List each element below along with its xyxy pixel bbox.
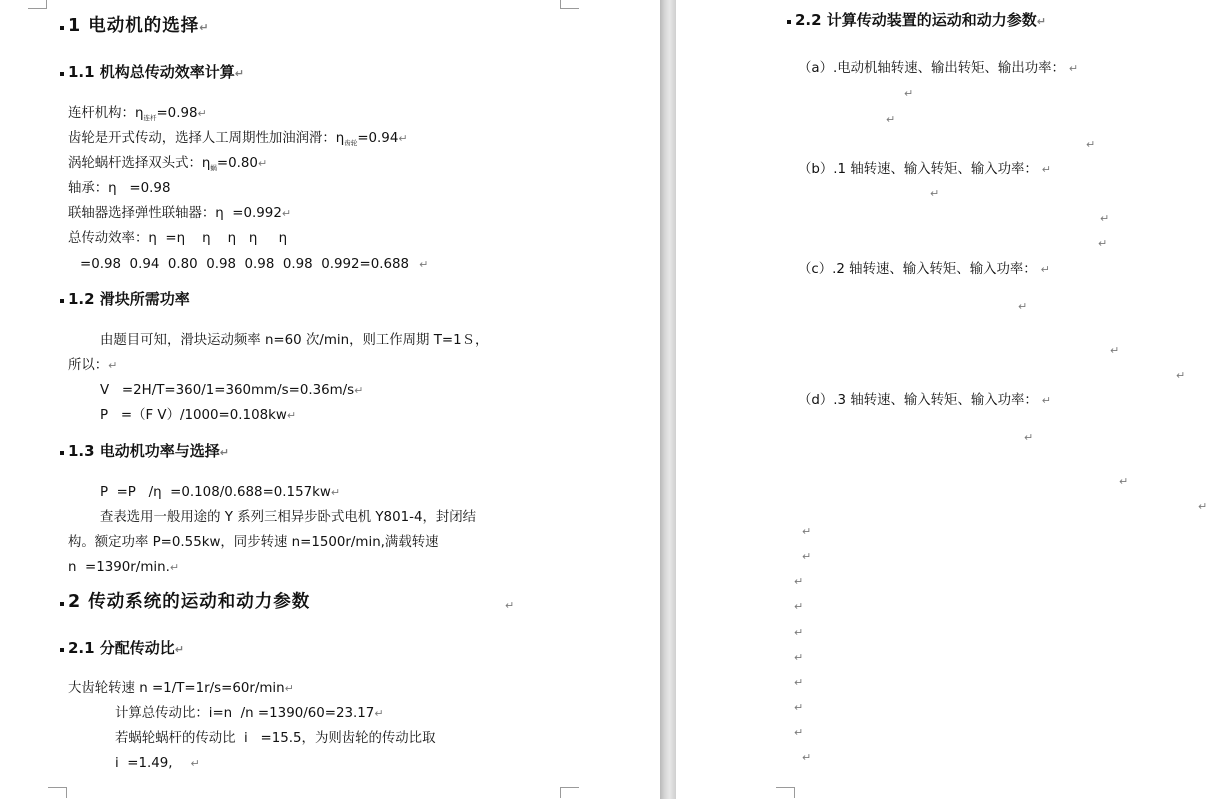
paragraph-mark: ↵ [794,726,804,739]
text-motor-line3: n =1390r/min.↵ [68,560,180,575]
text-motor-shaft: （a）.电动机轴转速、输出转矩、输出功率： ↵ [798,61,1079,76]
crop-mark [560,787,579,798]
heading-1-3: 1.3 电动机功率与选择↵ [68,442,230,460]
text-velocity: V =2H/T=360/1=360mm/s=0.36m/s↵ [100,383,364,398]
heading-bullet [60,26,64,30]
heading-bullet [60,72,64,76]
text-ratio-line4: i =1.49, ↵ [115,756,200,771]
text-ratio-line1: 大齿轮转速 n =1/T=1r/s=60r/min↵ [68,681,294,696]
paragraph-mark: ↵ [886,113,896,126]
paragraph-mark: ↵ [169,561,180,574]
paragraph-mark: ↵ [284,682,294,695]
paragraph-mark: ↵ [286,409,297,422]
text-slider-line1: 由题目可知，滑块运动频率 n=60 次/min，则工作周期 T=1Ｓ， [100,333,489,348]
paragraph-mark: ↵ [1110,344,1120,357]
text-shaft-1: （b）.1 轴转速、输入转矩、输入功率： ↵ [798,162,1051,177]
paragraph-mark: ↵ [257,157,268,170]
text-total-efficiency-calc: =0.98 0.94 0.80 0.98 0.98 0.98 0.992=0.688 ↵ [80,257,429,272]
paragraph-mark: ↵ [802,550,812,563]
paragraph-mark: ↵ [794,701,804,714]
paragraph-mark: ↵ [1119,475,1129,488]
crop-mark [776,787,795,798]
paragraph-mark: ↵ [1036,15,1047,28]
text-motor-line1: 查表选用一般用途的 Y 系列三相异步卧式电机 Y801-4，封闭结 [100,510,477,525]
text-slider-line2: 所以：↵ [68,358,118,373]
paragraph-mark: ↵ [374,707,384,720]
paragraph-mark: ↵ [1041,394,1051,407]
paragraph-mark: ↵ [354,384,364,397]
paragraph-mark: ↵ [794,676,804,689]
paragraph-mark: ↵ [190,757,200,770]
paragraph-mark: ↵ [794,600,804,613]
text-coupling-efficiency: 联轴器选择弹性联轴器：η =0.992↵ [68,206,292,221]
paragraph-mark: ↵ [199,21,210,34]
heading-bullet [60,648,64,652]
page-gutter [660,0,676,799]
heading-2-2: 2.2 计算传动装置的运动和动力参数↵ [795,11,1047,29]
paragraph-mark: ↵ [1041,163,1051,176]
heading-1-1: 1.1 机构总传动效率计算↵ [68,63,245,81]
paragraph-mark: ↵ [219,446,230,459]
paragraph-mark: ↵ [419,258,429,271]
heading-bullet [60,299,64,303]
heading-bullet [60,451,64,455]
paragraph-mark: ↵ [794,626,804,639]
paragraph-mark: ↵ [197,107,207,120]
paragraph-mark: ↵ [930,187,940,200]
paragraph-mark: ↵ [505,599,515,612]
paragraph-mark: ↵ [1100,212,1110,225]
paragraph-mark: ↵ [794,651,804,664]
text-motor-power: P =P /η =0.108/0.688=0.157kw↵ [100,485,341,500]
paragraph-mark: ↵ [398,132,408,145]
text-bearing-efficiency: 轴承：η =0.98 [68,181,171,196]
paragraph-mark: ↵ [802,751,812,764]
text-worm-efficiency: 涡轮蜗杆选择双头式：$\eta_蜗=0.80↵$ [68,156,268,172]
text-shaft-3: （d）.3 轴转速、输入转矩、输入功率： ↵ [798,393,1051,408]
paragraph-mark: ↵ [904,87,914,100]
heading-1-2: 1.2 滑块所需功率 [68,290,190,308]
paragraph-mark: ↵ [281,207,292,220]
text-gear-efficiency: 齿轮是开式传动，选择人工周期性加油润滑：$\eta_{齿轮}=0.94↵$ [68,131,408,147]
paragraph-mark: ↵ [1040,263,1050,276]
text-power: P =（F V）/1000=0.108kw↵ [100,408,297,423]
heading-bullet [787,20,791,24]
heading-bullet [60,602,64,606]
heading-2-1: 2.1 分配传动比↵ [68,639,185,657]
paragraph-mark: ↵ [1068,62,1079,75]
crop-mark [28,0,47,9]
text-total-efficiency: 总传动效率：η =η η η η η [68,231,288,246]
text-ratio-line3: 若蜗轮蜗杆的传动比 i =15.5，为则齿轮的传动比取 [115,731,436,746]
paragraph-mark: ↵ [330,486,341,499]
paragraph-mark: ↵ [1098,237,1108,250]
paragraph-mark: ↵ [1176,369,1186,382]
paragraph-mark: ↵ [1024,431,1034,444]
paragraph-mark: ↵ [1086,138,1096,151]
heading-2-transmission: 2 传动系统的运动和动力参数 [68,592,311,612]
text-motor-line2: 构。额定功率 P=0.55kw，同步转速 n=1500r/min,满载转速 [68,535,439,550]
paragraph-mark: ↵ [802,525,812,538]
paragraph-mark: ↵ [794,575,804,588]
paragraph-mark: ↵ [108,359,118,372]
document-page-right [676,0,1210,799]
crop-mark [48,787,67,798]
paragraph-mark: ↵ [1018,300,1028,313]
paragraph-mark: ↵ [1198,500,1208,513]
text-linkage-efficiency: 连杆机构：$\eta_{连杆}=0.98↵$ [68,106,207,122]
paragraph-mark: ↵ [234,67,245,80]
crop-mark [560,0,579,9]
text-shaft-2: （c）.2 轴转速、输入转矩、输入功率： ↵ [798,262,1050,277]
heading-1-motor-selection: 1 电动机的选择↵ [68,16,210,36]
paragraph-mark: ↵ [174,643,185,656]
text-ratio-line2: 计算总传动比：i=n /n =1390/60=23.17↵ [115,706,384,721]
